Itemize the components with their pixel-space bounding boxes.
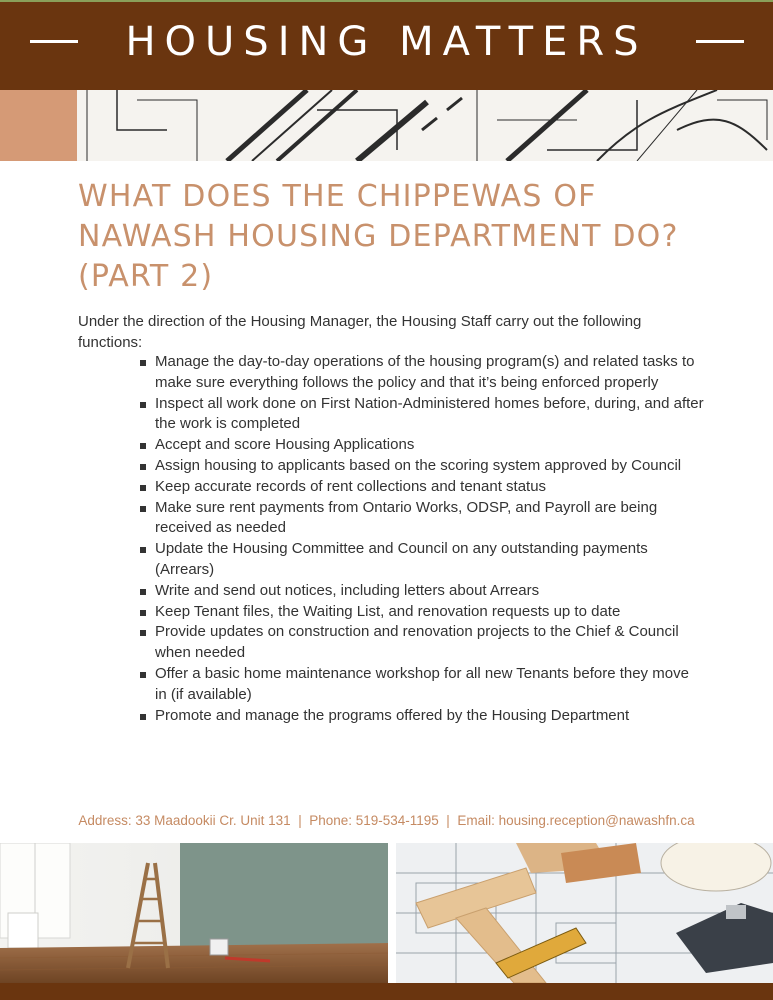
blueprint-banner-image (77, 90, 773, 161)
list-item-text: Accept and score Housing Applications (155, 436, 415, 454)
list-item-text: Keep Tenant files, the Waiting List, and renovation requests up to date (155, 602, 621, 620)
square-bullet-icon (140, 672, 146, 678)
list-item (134, 477, 704, 498)
list-item-text: Make sure rent payments from Ontario Works, ODSP, and Payroll are being received as needed (155, 498, 658, 537)
list-item (134, 394, 704, 436)
functions-list (134, 352, 704, 726)
square-bullet-icon (140, 402, 146, 408)
list-item (134, 498, 704, 540)
list-item (134, 706, 704, 727)
list-item-text: Promote and manage the programs offered by the Housing Department (155, 706, 630, 724)
contact-info: Address: 33 Maadookii Cr. Unit 131 | Phone: 519-534-1195 | Email: housing.reception@nawashfn.ca (78, 813, 695, 828)
list-item-text: Provide updates on construction and renovation projects to the Chief & Council when needed (155, 623, 679, 662)
list-item (134, 602, 704, 623)
intro-paragraph: Under the direction of the Housing Manager, the Housing Staff carry out the following functions: (78, 313, 642, 351)
square-bullet-icon (140, 506, 146, 512)
heading-line: NAWASH HOUSING DEPARTMENT DO? (78, 219, 679, 254)
square-bullet-icon (140, 547, 146, 553)
square-bullet-icon (140, 360, 146, 366)
list-item (134, 539, 704, 581)
list-item-text: Keep accurate records of rent collections and tenant status (155, 477, 547, 495)
square-bullet-icon (140, 589, 146, 595)
header-title: HOUSING MATTERS (125, 19, 648, 65)
page-header (0, 0, 773, 90)
list-item (134, 581, 704, 602)
list-item-text: Assign housing to applicants based on the scoring system approved by Council (155, 456, 682, 474)
square-bullet-icon (140, 443, 146, 449)
heading-line: WHAT DOES THE CHIPPEWAS OF (78, 179, 597, 214)
list-item-text: Update the Housing Committee and Council on any outstanding payments (Arrears) (155, 540, 648, 578)
square-bullet-icon (140, 714, 146, 720)
list-item (134, 435, 704, 456)
list-item (134, 352, 704, 394)
list-item-text: Inspect all work done on First Nation-Administered homes before, during, and after the work is completed (155, 394, 704, 433)
heading-line: (PART 2) (78, 259, 214, 294)
section-heading (78, 177, 738, 297)
list-item-text: Offer a basic home maintenance workshop for all new Tenants before they move in (if available) (155, 664, 689, 703)
list-item (134, 664, 704, 706)
room-renovation-photo (0, 843, 388, 983)
square-bullet-icon (140, 630, 146, 636)
header-rule-right (696, 40, 744, 43)
footer-bar (0, 983, 773, 1000)
list-item (134, 622, 704, 664)
square-bullet-icon (140, 610, 146, 616)
list-item-text: Write and send out notices, including letters about Arrears (155, 581, 540, 599)
square-bullet-icon (140, 485, 146, 491)
square-bullet-icon (140, 464, 146, 470)
list-item-text: Manage the day-to-day operations of the housing program(s) and related tasks to make sure everything follows the policy and that it’s being enforced properly (155, 353, 695, 391)
blueprint-tools-photo (396, 843, 773, 983)
list-item (134, 456, 704, 477)
banner-accent-block (0, 90, 77, 161)
